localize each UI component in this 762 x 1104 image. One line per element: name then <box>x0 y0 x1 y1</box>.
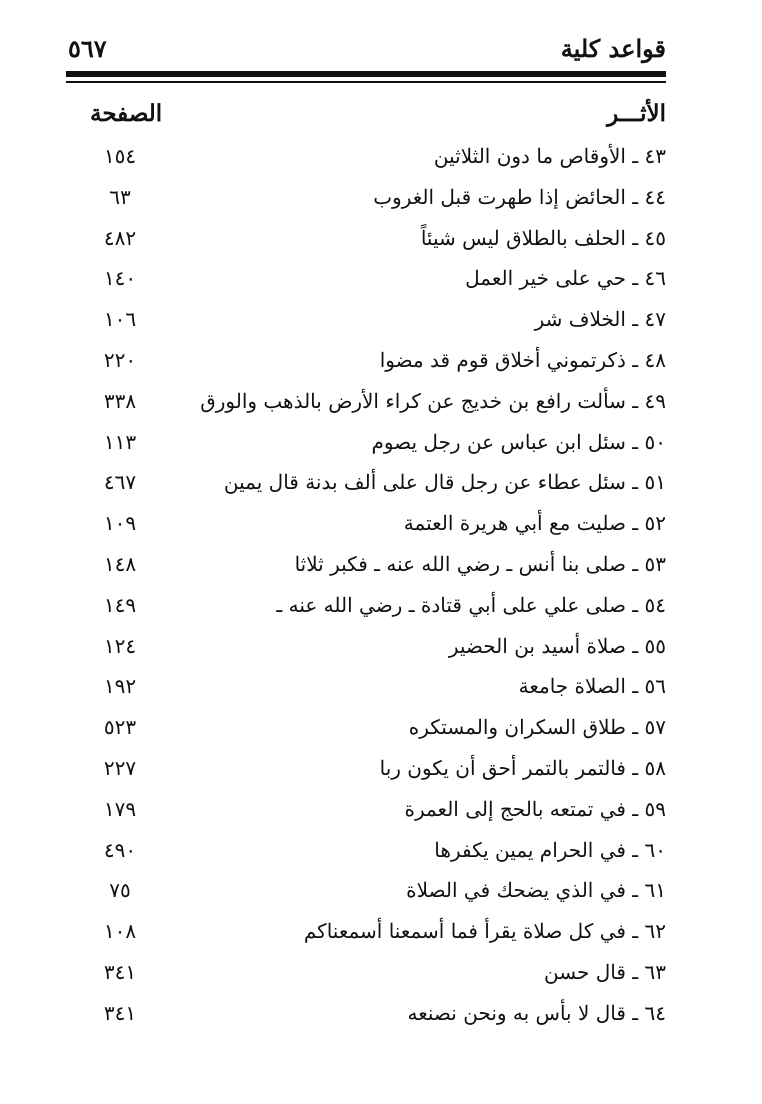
athar-text: ٤٨ ـ ذكرتموني أخلاق قوم قد مضوا <box>379 347 666 372</box>
athar-text: ٥٤ ـ صلى علي على أبي قتادة ـ رضي الله عنه ـ <box>276 592 666 617</box>
athar-text: ٤٥ ـ الحلف بالطلاق ليس شيئاً <box>420 225 666 250</box>
index-row <box>66 466 666 507</box>
athar-index-list <box>66 140 666 1038</box>
athar-page-number: ١٢٤ <box>103 633 137 658</box>
header-rule-thick <box>66 71 666 77</box>
index-row <box>66 140 666 181</box>
athar-text: ٥٢ ـ صليت مع أبي هريرة العتمة <box>403 511 666 536</box>
index-row <box>66 385 666 426</box>
page-number: ٥٦٧ <box>68 34 107 63</box>
athar-page-number: ٢٢٧ <box>103 755 137 780</box>
athar-page-number: ٣٤١ <box>103 1000 137 1025</box>
athar-text: ٥١ ـ سئل عطاء عن رجل قال على ألف بدنة قال يمين <box>223 470 666 495</box>
index-row <box>66 915 666 956</box>
index-row <box>66 670 666 711</box>
index-row <box>66 181 666 222</box>
athar-column-heading: الأثـــر <box>607 100 666 127</box>
index-row <box>66 630 666 671</box>
index-row <box>66 956 666 997</box>
index-row <box>66 752 666 793</box>
index-row <box>66 834 666 875</box>
athar-page-number: ١٤٨ <box>103 551 137 576</box>
book-title: قواعد كلية <box>560 34 666 63</box>
index-row <box>66 262 666 303</box>
running-head <box>66 32 666 72</box>
athar-page-number: ٣٣٨ <box>103 388 137 413</box>
athar-page-number: ٧٥ <box>109 878 131 903</box>
athar-page-number: ١١٣ <box>103 429 137 454</box>
athar-text: ٤٤ ـ الحائض إذا طهرت قبل الغروب <box>373 184 666 209</box>
athar-page-number: ١٠٩ <box>103 511 137 536</box>
index-row <box>66 548 666 589</box>
athar-page-number: ١٤٠ <box>103 266 137 291</box>
athar-text: ٥٧ ـ طلاق السكران والمستكره <box>408 715 666 740</box>
athar-page-number: ٢٢٠ <box>103 347 137 372</box>
athar-page-number: ٥٢٣ <box>103 715 137 740</box>
athar-text: ٤٧ ـ الخلاف شر <box>534 307 666 332</box>
header-rule-thin <box>66 81 666 83</box>
athar-page-number: ١٥٤ <box>103 144 137 168</box>
athar-text: ٥٩ ـ في تمتعه بالحج إلى العمرة <box>404 796 666 821</box>
athar-text: ٥٨ ـ فالتمر بالتمر أحق أن يكون ربا <box>379 755 666 780</box>
athar-page-number: ٣٤١ <box>103 959 137 984</box>
athar-text: ٦١ ـ في الذي يضحك في الصلاة <box>406 878 666 903</box>
athar-text: ٦٠ ـ في الحرام يمين يكفرها <box>434 837 666 862</box>
athar-page-number: ١٩٢ <box>103 674 137 699</box>
index-row <box>66 997 666 1038</box>
page-column-heading: الصفحة <box>90 100 163 127</box>
athar-page-number: ٦٣ <box>109 184 131 209</box>
athar-text: ٤٦ ـ حي على خير العمل <box>465 266 666 291</box>
index-row <box>66 303 666 344</box>
athar-text: ٦٢ ـ في كل صلاة يقرأ فما أسمعنا أسمعناكم <box>303 919 666 944</box>
athar-page-number: ١٧٩ <box>103 796 137 821</box>
index-row <box>66 344 666 385</box>
athar-page-number: ١٠٦ <box>103 307 137 332</box>
athar-page-number: ١٠٨ <box>103 919 137 944</box>
index-row <box>66 426 666 467</box>
index-row <box>66 793 666 834</box>
athar-text: ٦٤ ـ قال لا بأس به ونحن نصنعه <box>407 1000 666 1025</box>
athar-text: ٥٠ ـ سئل ابن عباس عن رجل يصوم <box>371 429 666 454</box>
index-row <box>66 711 666 752</box>
athar-page-number: ٤٨٢ <box>103 225 137 250</box>
athar-page-number: ١٤٩ <box>103 592 137 617</box>
athar-text: ٥٦ ـ الصلاة جامعة <box>518 674 666 699</box>
index-row <box>66 589 666 630</box>
index-row <box>66 507 666 548</box>
athar-text: ٥٣ ـ صلى بنا أنس ـ رضي الله عنه ـ فكبر ثلاثا <box>294 551 666 576</box>
index-row <box>66 874 666 915</box>
athar-page-number: ٤٩٠ <box>103 837 137 862</box>
index-row <box>66 222 666 263</box>
athar-text: ٥٥ ـ صلاة أسيد بن الحضير <box>448 633 666 658</box>
athar-text: ٦٣ ـ قال حسن <box>543 959 666 984</box>
athar-text: ٤٩ ـ سألت رافع بن خديج عن كراء الأرض بالذهب والورق <box>200 388 666 413</box>
athar-page-number: ٤٦٧ <box>103 470 137 495</box>
athar-text: ٤٣ ـ الأوقاص ما دون الثلاثين <box>433 144 666 168</box>
